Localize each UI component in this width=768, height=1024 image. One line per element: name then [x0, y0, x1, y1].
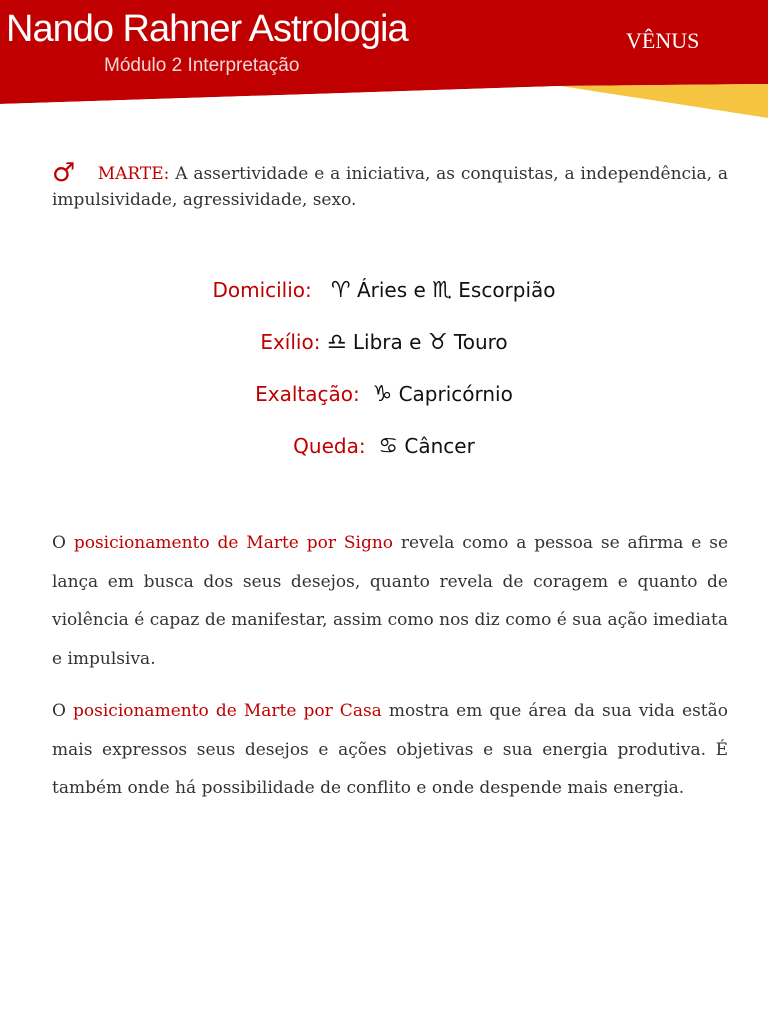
sign-text: Câncer: [404, 434, 475, 458]
scorpio-icon: ♏: [432, 278, 452, 303]
module-subtitle: Módulo 2 Interpretação: [104, 55, 300, 76]
capricorn-icon: ♑: [372, 382, 393, 407]
dignity-label: Queda:: [293, 434, 366, 458]
paragraph-text: revela como a pessoa se afirma e se lança em busca dos seus desejos, quanto revela de coragem e quanto de violência é capaz de manifestar, assim como nos diz como é sua ação imediata e impulsiva.: [52, 533, 728, 669]
paragraph-sign: [52, 524, 728, 678]
highlight-house: posicionamento de Marte por Casa: [73, 701, 382, 721]
sign-text: Escorpião: [458, 278, 556, 302]
dignity-fall: [0, 434, 768, 459]
paragraph-house: [52, 692, 728, 808]
planet-tag: VÊNUS: [626, 28, 700, 53]
mars-intro: [52, 160, 728, 213]
paragraph-lead: O: [52, 533, 74, 553]
intro-text: A assertividade e a iniciativa, as conquistas, a independência, a impulsividade, agressividade, sexo.: [52, 164, 728, 210]
aries-icon: ♈: [330, 278, 351, 303]
dignity-label: Exaltação:: [255, 382, 360, 406]
dignity-exaltation: [0, 382, 768, 407]
brand-title: Nando Rahner Astrologia: [6, 8, 408, 50]
dignity-label: Exílio:: [260, 330, 321, 354]
dignity-domicile: [0, 278, 768, 303]
sign-text: Capricórnio: [398, 382, 513, 406]
dignity-label: Domicilio:: [212, 278, 312, 302]
paragraph-lead: O: [52, 701, 74, 721]
dignity-exile: [0, 330, 768, 355]
taurus-icon: ♉: [427, 330, 448, 355]
libra-icon: ♎: [326, 330, 347, 355]
sign-text: Áries e: [356, 278, 426, 302]
cancer-icon: ♋: [378, 434, 399, 459]
highlight-sign: posicionamento de Marte por Signo: [73, 533, 394, 553]
sign-text: Libra e: [352, 330, 422, 354]
mars-symbol-icon: ♂: [52, 158, 76, 188]
paragraph-text: mostra em que área da sua vida estão mais expressos seus desejos e ações objetivas e sua energia produtiva. É também onde há possibilidade de conflito e onde despende mais energia.: [52, 701, 728, 798]
planet-label: MARTE:: [97, 164, 170, 184]
sign-text: Touro: [453, 330, 508, 354]
header-banner: [0, 0, 768, 120]
